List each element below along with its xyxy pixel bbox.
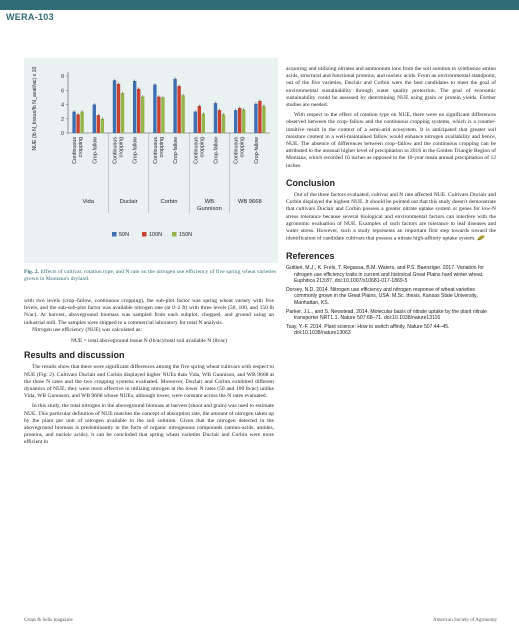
x-tick-label: Continuous: [193, 137, 200, 164]
bar-150n-9: [262, 106, 265, 133]
legend-label: 100N: [149, 232, 163, 238]
legend-swatch-50n: [112, 232, 117, 237]
bar-50n-6: [194, 112, 197, 133]
y-tick-label: 8: [60, 74, 64, 80]
discussion-paragraph-2: With respect to the effect of rotation type on NUE, there were no significant differences observed between the crop–fallow and the continuous cropping systems, which is a counter-intuitive result in the context of a semi-arid ecosystem. It is anticipated that greater soil moisture content in a well-maintained fallow would enhance nitrogen availability and hence, NUE. The absence of differences between crop–fallow and the continuous cropping can be attributed to the unusual higher level of precipitation in 2016 in the Golden Triangle Region of Montana, which recorded 16 inches as opposed to the 10-year mean annual precipitation of 12 inches.: [286, 112, 496, 169]
bar-150n-0: [80, 112, 83, 133]
x-tick-label: cropping: [239, 137, 246, 158]
bar-100n-5: [177, 86, 180, 133]
x-tick-label: Continuous: [112, 137, 119, 164]
nue-formula: NUE = total aboveground tissue N (lb/ac)/total soil available N (lb/ac): [70, 338, 228, 345]
y-tick-label: 6: [60, 88, 64, 95]
bar-150n-3: [141, 97, 144, 133]
bar-150n-1: [101, 119, 104, 133]
reference-item: Dorsey, N.D. 2014. Nitrogen use efficiency and nitrogen response of wheat varieties commonly grown in the Great Plains, USA. M.Sc. thesis, Kansas State University, Manhattan, KS.: [286, 286, 478, 306]
x-tick-label: cropping: [78, 137, 85, 158]
header-bar: [0, 0, 519, 10]
legend-label: 50N: [119, 232, 130, 238]
end-mark-icon: [477, 235, 485, 241]
group-label: Vida: [82, 199, 94, 205]
bar-100n-4: [157, 97, 160, 133]
bar-50n-3: [133, 81, 136, 133]
group-label: WB 9668: [237, 199, 262, 205]
x-tick-label: Continuous: [72, 137, 79, 164]
nue-bar-chart: [24, 58, 278, 263]
bar-100n-0: [76, 114, 79, 133]
group-label: WB: [204, 199, 215, 205]
y-tick-label: 0: [60, 131, 64, 137]
figure-caption: [24, 269, 278, 284]
bar-50n-5: [173, 79, 176, 133]
bar-150n-7: [222, 114, 225, 133]
bar-100n-8: [238, 108, 241, 133]
bar-100n-3: [137, 89, 140, 133]
conclusion-paragraph: [286, 192, 496, 243]
bar-50n-8: [234, 110, 237, 133]
bar-100n-9: [258, 101, 261, 133]
section-tag: WERA-103: [6, 12, 54, 22]
legend-swatch-150n: [172, 232, 177, 237]
legend-swatch-100n: [142, 232, 147, 237]
bar-50n-9: [254, 104, 257, 133]
bar-150n-2: [121, 93, 124, 133]
figure-caption-label: Fig. 2.: [24, 269, 40, 275]
y-tick-label: 4: [60, 102, 64, 109]
x-tick-label: Crop-fallow: [132, 137, 139, 164]
group-label: Duclair: [119, 199, 138, 205]
footer-right: American Society of Agronomy: [432, 618, 497, 623]
x-tick-label: Continuous: [233, 137, 240, 164]
conclusion-text: Out of the three factors evaluated, cultivar and N rate affected NUE. Cultivars Duclair and Corbin displayed the highest NUE. It should be pointed out that this study doesn't demonstrate that cultivars Duclair and Corbin possess a greater nitrate uptake system or genes for low-N stress tolerance because several biological and environmental factors can interfere with the agronomic evaluation of NUE. Examples of such factors are tolerance to leaf diseases and water stress. However, such a study represents an important first step towards toward the identification of candidate cultivars that possess a nitrate high-affinity uptake system.: [286, 192, 496, 242]
discussion-paragraph-1: acquiring and utilizing nitrates and ammonium ions from the soil solution to synthesize amino acids, structural and functional proteins, and nucleic acids. From an environmental standpoint, out of the five varieties, Duclair and Corbin were the best candidates to meet the goal of environmental sustainability through water quality protection. The goal of economic sustainability could be assessed by determining NUE using grain or protein yields. Further studies are needed.: [286, 66, 496, 109]
bar-100n-1: [97, 115, 100, 133]
figure-caption-text: Effects of cultivar, rotation type, and N rate on the nitrogen use efficiency of five spring wheat varieties grown in Montana's dryland.: [24, 269, 277, 283]
reference-list: [286, 265, 496, 337]
legend-label: 150N: [179, 232, 193, 238]
group-label: Gunnison: [196, 206, 222, 212]
group-label: Corbin: [160, 199, 178, 205]
x-tick-label: cropping: [158, 137, 165, 158]
y-tick-label: 2: [60, 116, 64, 123]
right-column: [286, 66, 496, 339]
bar-50n-4: [153, 85, 156, 133]
bar-50n-2: [113, 80, 116, 133]
x-tick-label: Crop-fallow: [253, 137, 260, 164]
bar-150n-4: [161, 97, 164, 133]
results-paragraph-2: In this study, the total nitrogen in the aboveground biomass at harvest (shoot and grain) was used to estimate NUE. This particular definition of NUE matches the concept of absorption rate, the amount of nitrogen taken up by the plant per unit of nitrogen available in the soil solution. Given that the nitrogen detected in the aboveground biomass is predominantly in the form of organic nitrogenous compounds (amino-acids, amides, proteins, and nucleic acids), it can be concluded that spring wheat varieties Duclair and Corbin were more efficient in: [24, 403, 274, 446]
bar-50n-1: [93, 105, 96, 134]
x-tick-label: Crop-fallow: [213, 137, 220, 164]
y-axis-label: NUE (lb N_tissue/lb N_avail/ac) x 10: [32, 66, 38, 151]
references-heading: References: [286, 250, 335, 261]
reference-item: Tsay, Y.-F. 2014. Plant science: How to switch affinity. Nature 507:44–45. doi:10.1038/nature13063: [286, 323, 450, 337]
footer-left: Crops & Soils magazine: [24, 618, 73, 623]
header-label: [0, 12, 519, 24]
bar-50n-0: [72, 112, 75, 133]
reference-item: Parker, J.L., and S. Newstead. 2014. Molecular basis of nitrate uptake by the plant nitrate transporter NRT1.1. Nature 507:68–71. doi:10.1038/nature13116: [286, 308, 488, 322]
bar-100n-2: [117, 84, 120, 133]
figure-panel: [24, 58, 278, 263]
x-tick-label: Crop-fallow: [92, 137, 99, 164]
method-paragraph: with two levels (crop–fallow, continuous cropping), the sub-plot factor was spring wheat variety with five levels, and the sub-sub-plot factor was available nitrogen rate (at 0–2 ft) with three levels (50, 100, and 150 lb N/ac). At harvest, aboveground biomass was sampled from each subplot, chopped, and ground using an industrial mill. The samples were shipped to a commercial laboratory for total N analysis.: [24, 298, 274, 326]
bar-50n-7: [214, 103, 217, 133]
x-tick-label: Continuous: [152, 137, 159, 164]
results-paragraph-1: The results show that there were significant differences among the five spring wheat cultivars with respect to NUE (Fig. 2). Cultivars Duclair and Corbin displayed higher NUEs than Vida, WB Gunnison, and WB 9668 at the three N rates and the two cropping systems evaluated. Moreover, Duclair and Corbin exhibited different dynamics of NUE; they were more effective in utilizing nitrogen at the lower N rates (50 and 100 lb/ac) unlike Vida, WB Gunnison, and WB 9668 whose NUEs, although lower, were constant across the N rates evaluated.: [24, 364, 274, 400]
bar-150n-5: [181, 95, 184, 133]
bar-150n-8: [242, 109, 245, 133]
bar-100n-7: [218, 110, 221, 133]
left-column: [24, 298, 274, 447]
results-heading: Results and discussion: [24, 350, 125, 361]
bar-150n-6: [202, 114, 205, 133]
x-tick-label: cropping: [199, 137, 206, 158]
x-tick-label: Crop-fallow: [173, 137, 180, 164]
conclusion-heading: Conclusion: [286, 177, 335, 188]
x-tick-label: cropping: [118, 137, 125, 158]
nue-intro: Nitrogen use efficiency (NUE) was calculated as:: [32, 326, 142, 333]
reference-item: Guttieri, M.J., K. Frels, T. Regassa, B.M. Waters, and P.S. Baenziger. 2017. Variation for nitrogen use efficiency traits in current and historical Great Plains hard winter wheat. Euphitica 213:87. doi:10.1007/s10681-017-1869-5: [286, 264, 484, 285]
bar-100n-6: [198, 106, 201, 133]
